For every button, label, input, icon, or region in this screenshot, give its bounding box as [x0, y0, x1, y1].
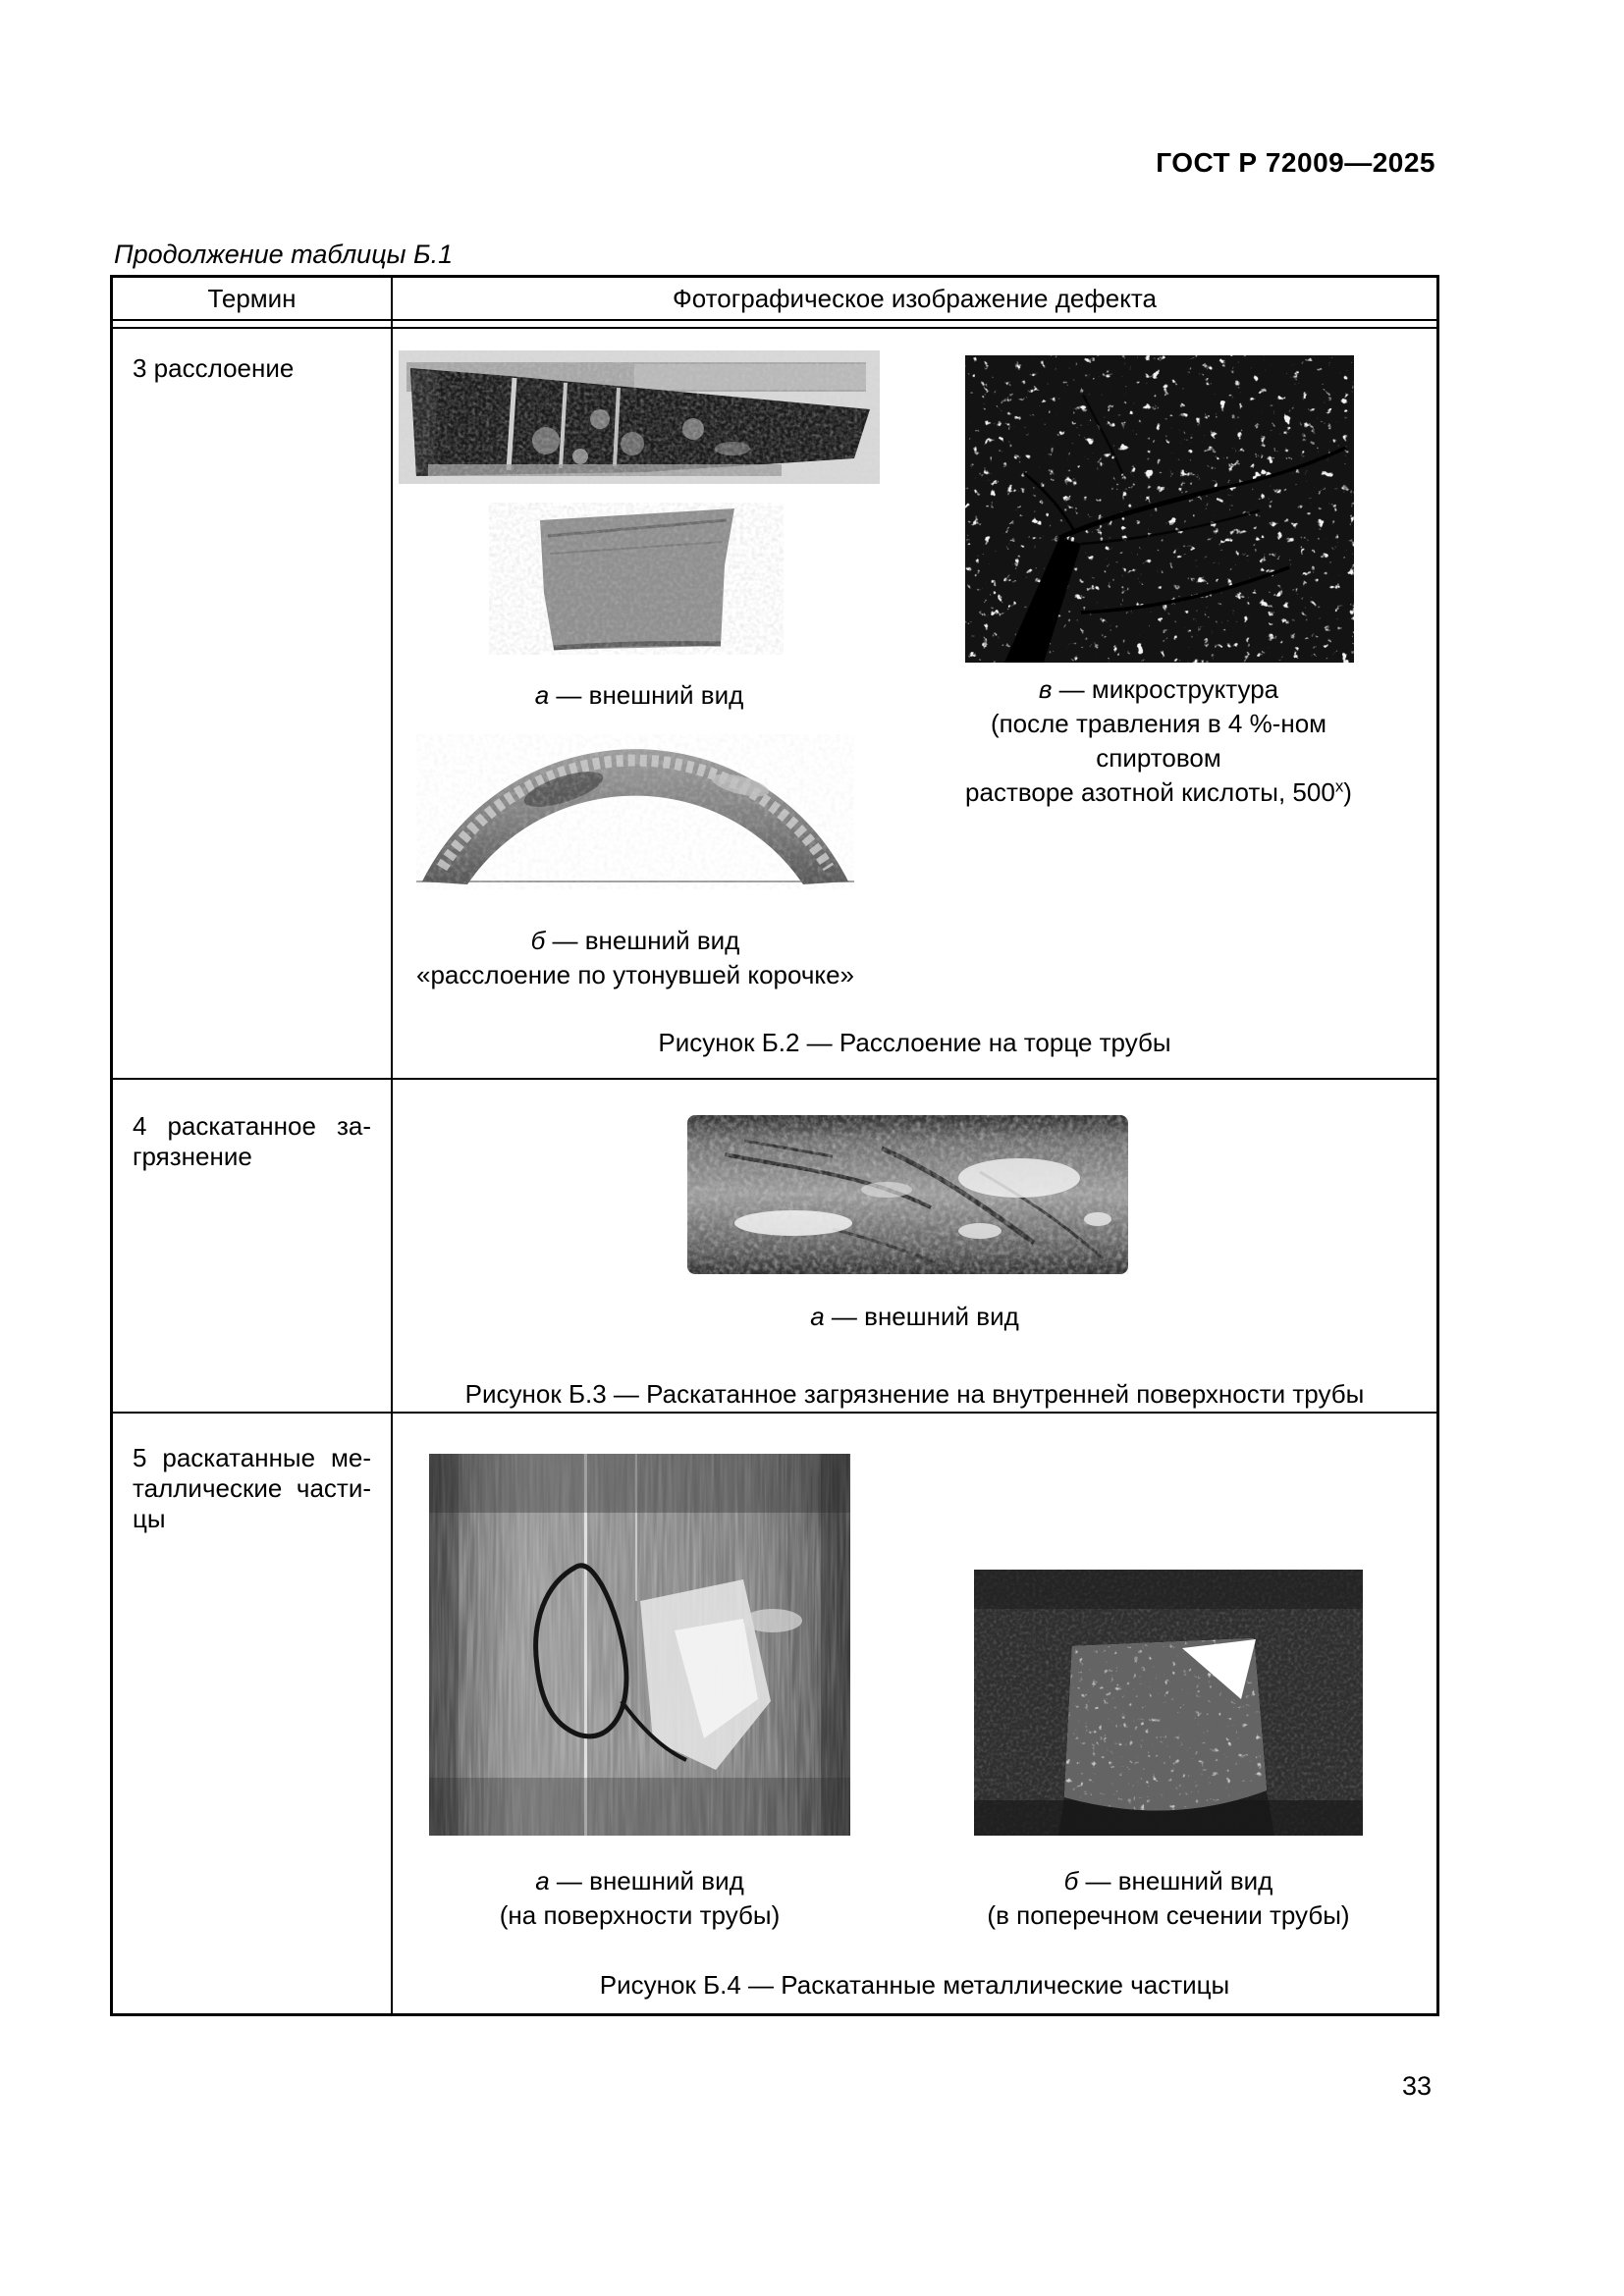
- term-text: 5 раскатанные ме-: [133, 1443, 371, 1472]
- term-text: таллические части-: [133, 1473, 371, 1503]
- table-row-delamination: [113, 329, 1436, 1080]
- photo-delamination-fragment: [489, 503, 784, 655]
- document-code: ГОСТ Р 72009—2025: [1156, 147, 1435, 178]
- table-row-rolled-contamination: [113, 1080, 1436, 1414]
- photo-cell-rolled-particles: [393, 1414, 1436, 2013]
- photo-particles-surface-svg: [429, 1454, 850, 1836]
- photo-cell-delamination: [393, 329, 1436, 1078]
- caption-a-external-view: а — внешний вид: [810, 1302, 1019, 1331]
- caption-b-external-view: б — внешний вид «расслоение по утонувшей корочке»: [416, 926, 855, 989]
- photo-particles-cross-section-svg: [974, 1570, 1363, 1836]
- table-continuation-note: Продолжение таблицы Б.1: [114, 240, 454, 269]
- term-cell-rolled-contamination: [113, 1080, 393, 1412]
- column-header-photo: Фотографическое изображение дефекта: [673, 283, 1157, 313]
- photo-delamination-microstructure: [965, 355, 1354, 663]
- caption-v-microstructure: в — микроструктура (после травления в 4 %-ном спиртовом растворе азотной кислоты, $500^х$): [965, 674, 1352, 807]
- figure-caption-b4: Рисунок Б.4 — Раскатанные металлические частицы: [599, 1970, 1230, 2000]
- photo-contamination-pipe-surface-svg: [685, 1113, 1130, 1276]
- page-number: 33: [1401, 2071, 1432, 2101]
- photo-delamination-end-external-svg: [399, 350, 880, 484]
- caption-a-external-view: а — внешний вид: [534, 680, 744, 710]
- photo-particles-surface: [429, 1454, 850, 1836]
- photo-contamination-pipe-surface: [685, 1113, 1130, 1276]
- photo-delamination-fragment-svg: [489, 503, 784, 655]
- term-cell-rolled-particles: [113, 1414, 393, 2013]
- term-text: 3 расслоение: [133, 353, 295, 383]
- photo-delamination-arch: [416, 734, 854, 889]
- caption-b-cross-section: б — внешний вид (в поперечном сечении трубы): [987, 1866, 1350, 1930]
- term-text: грязнение: [133, 1142, 252, 1171]
- photo-delamination-microstructure-svg: [965, 355, 1354, 663]
- photo-particles-cross-section: [974, 1570, 1363, 1836]
- term-text: цы: [133, 1504, 166, 1533]
- figure-caption-b2: Рисунок Б.2 — Расслоение на торце трубы: [658, 1028, 1171, 1057]
- figure-caption-b3: Рисунок Б.3 — Раскатанное загрязнение на внутренней поверхности трубы: [464, 1379, 1365, 1409]
- photo-delamination-arch-svg: [416, 734, 854, 889]
- table-header-row: [113, 278, 1436, 321]
- defect-table: [110, 275, 1439, 2016]
- term-cell-delamination: [113, 329, 393, 1078]
- table-row-rolled-particles: [113, 1414, 1436, 2013]
- photo-cell-rolled-contamination: [393, 1080, 1436, 1412]
- column-header-term: Термин: [113, 278, 393, 319]
- double-rule-spacer: [113, 321, 1436, 329]
- photo-delamination-end-external: [399, 350, 880, 484]
- term-text: 4 раскатанное за-: [133, 1111, 371, 1141]
- caption-a-on-surface: а — внешний вид (на поверхности трубы): [499, 1866, 781, 1930]
